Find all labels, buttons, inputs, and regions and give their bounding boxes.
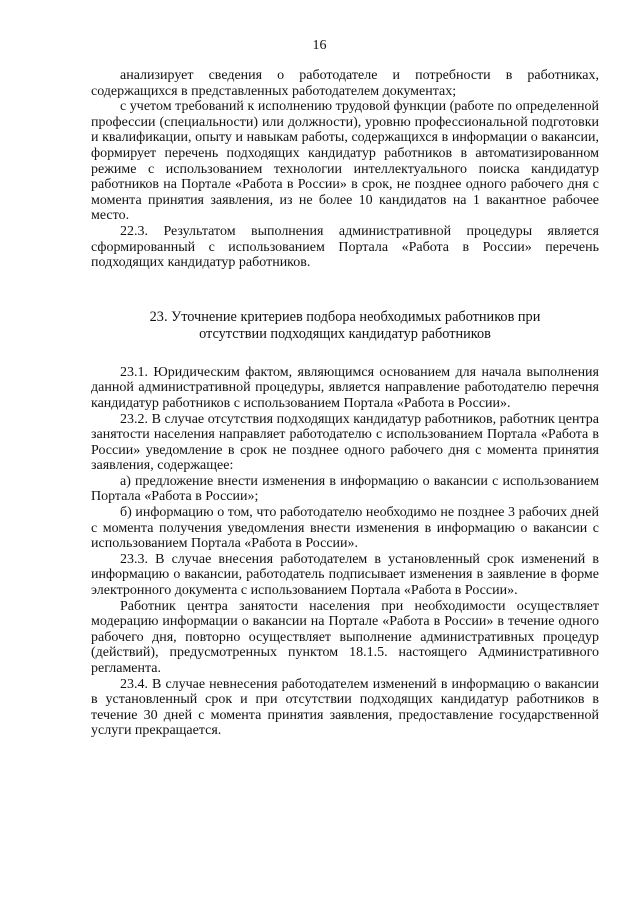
paragraph: 23.4. В случае невнесения работодателем изменений в информацию о вакансии в установленный срок и при отсутствии подходящих кандидатур работников в течение 30 дней с момента принятия заявления, предоставление государственной услуги прекращается. bbox=[91, 676, 599, 739]
paragraph: 23.2. В случае отсутствия подходящих кандидатур работников, работник центра занятости населения направляет работодателю с использованием Портала «Работа в России» уведомление в срок не позднее одного рабочего дня с момента принятия заявления, содержащее: bbox=[91, 411, 599, 474]
document-body bbox=[91, 68, 599, 739]
paragraph: а) предложение внести изменения в информацию о вакансии с использованием Портала «Работа в России»; bbox=[91, 473, 599, 505]
paragraph: 22.3. Результатом выполнения административной процедуры является сформированный с использованием Портала «Работа в России» перечень подходящих кандидатур работников. bbox=[91, 223, 599, 271]
paragraph: анализирует сведения о работодателе и потребности в работниках, содержащихся в представленных работодателем документах; bbox=[91, 68, 599, 99]
section-heading: 23. Уточнение критериев подбора необходимых работников при отсутствии подходящих кандидатур работников bbox=[149, 308, 541, 342]
paragraph: с учетом требований к исполнению трудовой функции (работе по определенной профессии (специальности) или должности), уровню профессиональной подготовки и квалификации, опыту и навыкам работы, содержащихся в информации о вакансии, формирует перечень подходящих кандидатур работников в автоматизированном режиме с использованием технологии интеллектуального поиска кандидатур работников на Портале «Работа в России» в срок, не позднее одного рабочего дня с момента принятия заявления, из не более 10 кандидатов на 1 вакантное рабочее место. bbox=[91, 99, 599, 224]
page-number: 16 bbox=[312, 38, 327, 53]
paragraph: Работник центра занятости населения при необходимости осуществляет модерацию информации о вакансии на Портале «Работа в России» в течение одного рабочего дня, повторно осуществляет выполнение административных процедур (действий), предусмотренных пунктом 18.1.5. настоящего Административного регламента. bbox=[91, 598, 599, 676]
paragraph: 23.1. Юридическим фактом, являющимся основанием для начала выполнения данной административной процедуры, является направление работодателю перечня кандидатур работников с использованием Портала «Работа в России». bbox=[91, 364, 599, 411]
paragraph: б) информацию о том, что работодателю необходимо не позднее 3 рабочих дней с момента получения уведомления внести изменения в информацию о вакансии с использованием Портала «Работа в России». bbox=[91, 505, 599, 552]
paragraph: 23.3. В случае внесения работодателем в установленный срок изменений в информацию о вакансии, работодатель подписывает изменения в заявление в форме электронного документа с использованием Портала «Работа в России». bbox=[91, 551, 599, 599]
